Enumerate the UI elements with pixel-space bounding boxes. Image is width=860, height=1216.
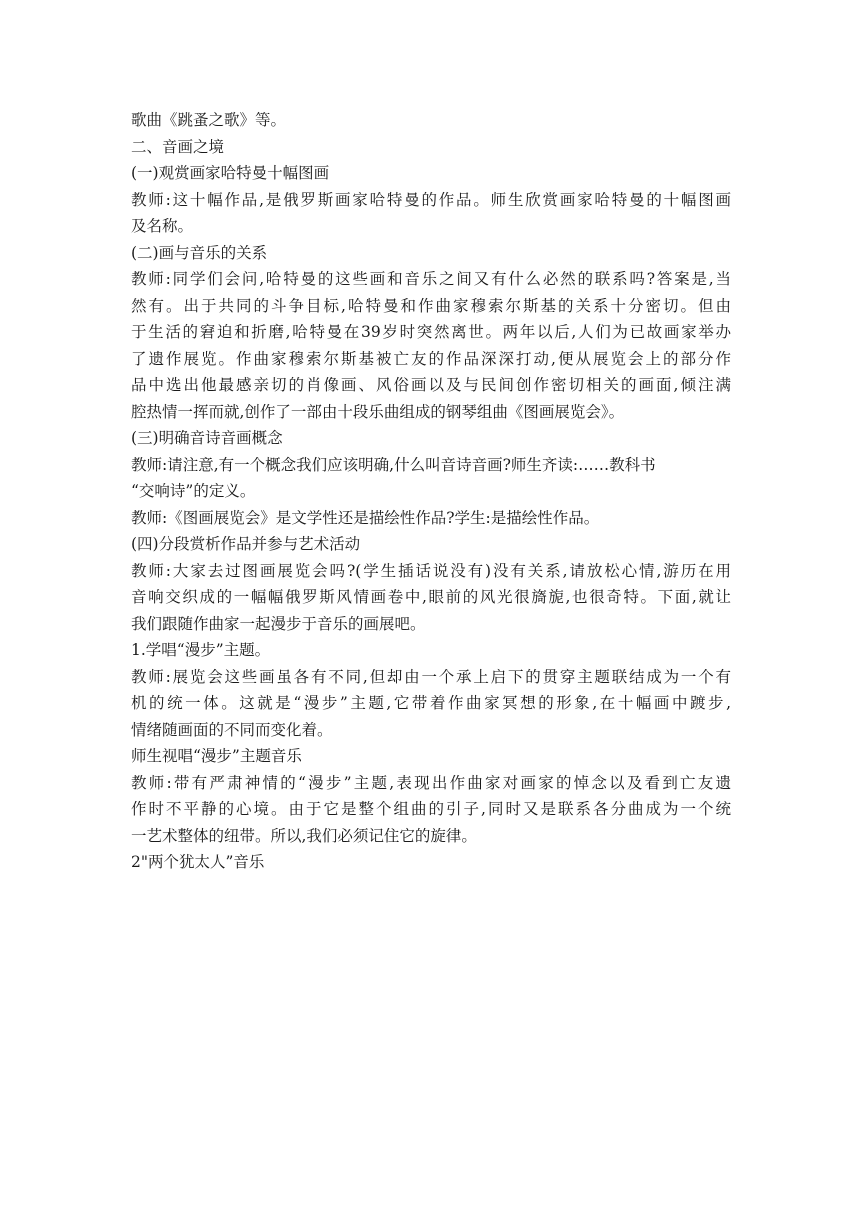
text-line: 我们跟随作曲家一起漫步于音乐的画展吧。 — [131, 614, 426, 633]
text-line: 作时不平静的心境。由于它是整个组曲的引子,同时又是联系各分曲成为一个统 — [131, 800, 731, 818]
document-body — [131, 107, 731, 876]
text-line: 情绪随画面的不同而变化着。 — [131, 720, 333, 739]
text-line: 一艺术整体的纽带。所以,我们必须记住它的旋律。 — [131, 826, 477, 845]
subsection-heading: (一)观赏画家哈特曼十幅图画 — [131, 164, 330, 182]
text-line: 于生活的窘迫和折磨,哈特曼在39岁时突然离世。两年以后,人们为已故画家举办 — [131, 323, 731, 341]
text-line: 教师:《图画展览会》是文学性还是描绘性作品?学生:是描绘性作品。 — [131, 508, 600, 527]
text-line: 机的统一体。这就是“漫步”主题,它带着作曲家冥想的形象,在十幅画中踱步, — [131, 694, 731, 712]
list-item-heading: 1.学唱“漫步”主题。 — [131, 641, 271, 659]
text-line: 歌曲《跳蚤之歌》等。 — [131, 111, 287, 129]
text-line: 腔热情一挥而就,创作了一部由十段乐曲组成的钢琴组曲《图画展览会》。 — [131, 402, 625, 421]
text-line: 及名称。 — [131, 217, 194, 235]
text-line: 师生视唱“漫步”主题音乐 — [131, 747, 302, 765]
text-line: 教师:请注意,有一个概念我们应该明确,什么叫音诗音画?师生齐读:……教科书 — [131, 455, 656, 474]
text-line: 教师:这十幅作品,是俄罗斯画家哈特曼的作品。师生欣赏画家哈特曼的十幅图画 — [131, 190, 731, 209]
text-line: 然有。出于共同的斗争目标,哈特曼和作曲家穆索尔斯基的关系十分密切。但由 — [131, 296, 731, 315]
subsection-heading: (三)明确音诗音画概念 — [131, 429, 283, 447]
list-item-heading: 2"两个犹太人”音乐 — [131, 853, 265, 871]
text-line: 品中选出他最感亲切的肖像画、风俗画以及与民间创作密切相关的画面,倾注满 — [131, 376, 731, 394]
text-line: 教师:带有严肃神情的“漫步”主题,表现出作曲家对画家的悼念以及看到亡友遗 — [131, 773, 731, 792]
text-line: 教师:同学们会问,哈特曼的这些画和音乐之间又有什么必然的联系吗?答案是,当 — [131, 270, 731, 288]
subsection-heading: (四)分段赏析作品并参与艺术活动 — [131, 535, 361, 553]
text-line: “交响诗”的定义。 — [131, 482, 256, 500]
text-line: 教师:展览会这些画虽各有不同,但却由一个承上启下的贯穿主题联结成为一个有 — [131, 667, 731, 686]
text-line: 音响交织成的一幅幅俄罗斯风情画卷中,眼前的风光很旖旎,也很奇特。下面,就让 — [131, 588, 731, 606]
text-line: 教师:大家去过图画展览会吗?(学生插话说没有)没有关系,请放松心情,游历在用 — [131, 561, 731, 580]
text-line: 了遗作展览。作曲家穆索尔斯基被亡友的作品深深打动,便从展览会上的部分作 — [131, 349, 731, 368]
subsection-heading: (二)画与音乐的关系 — [131, 243, 268, 262]
section-heading: 二、音画之境 — [131, 137, 225, 156]
